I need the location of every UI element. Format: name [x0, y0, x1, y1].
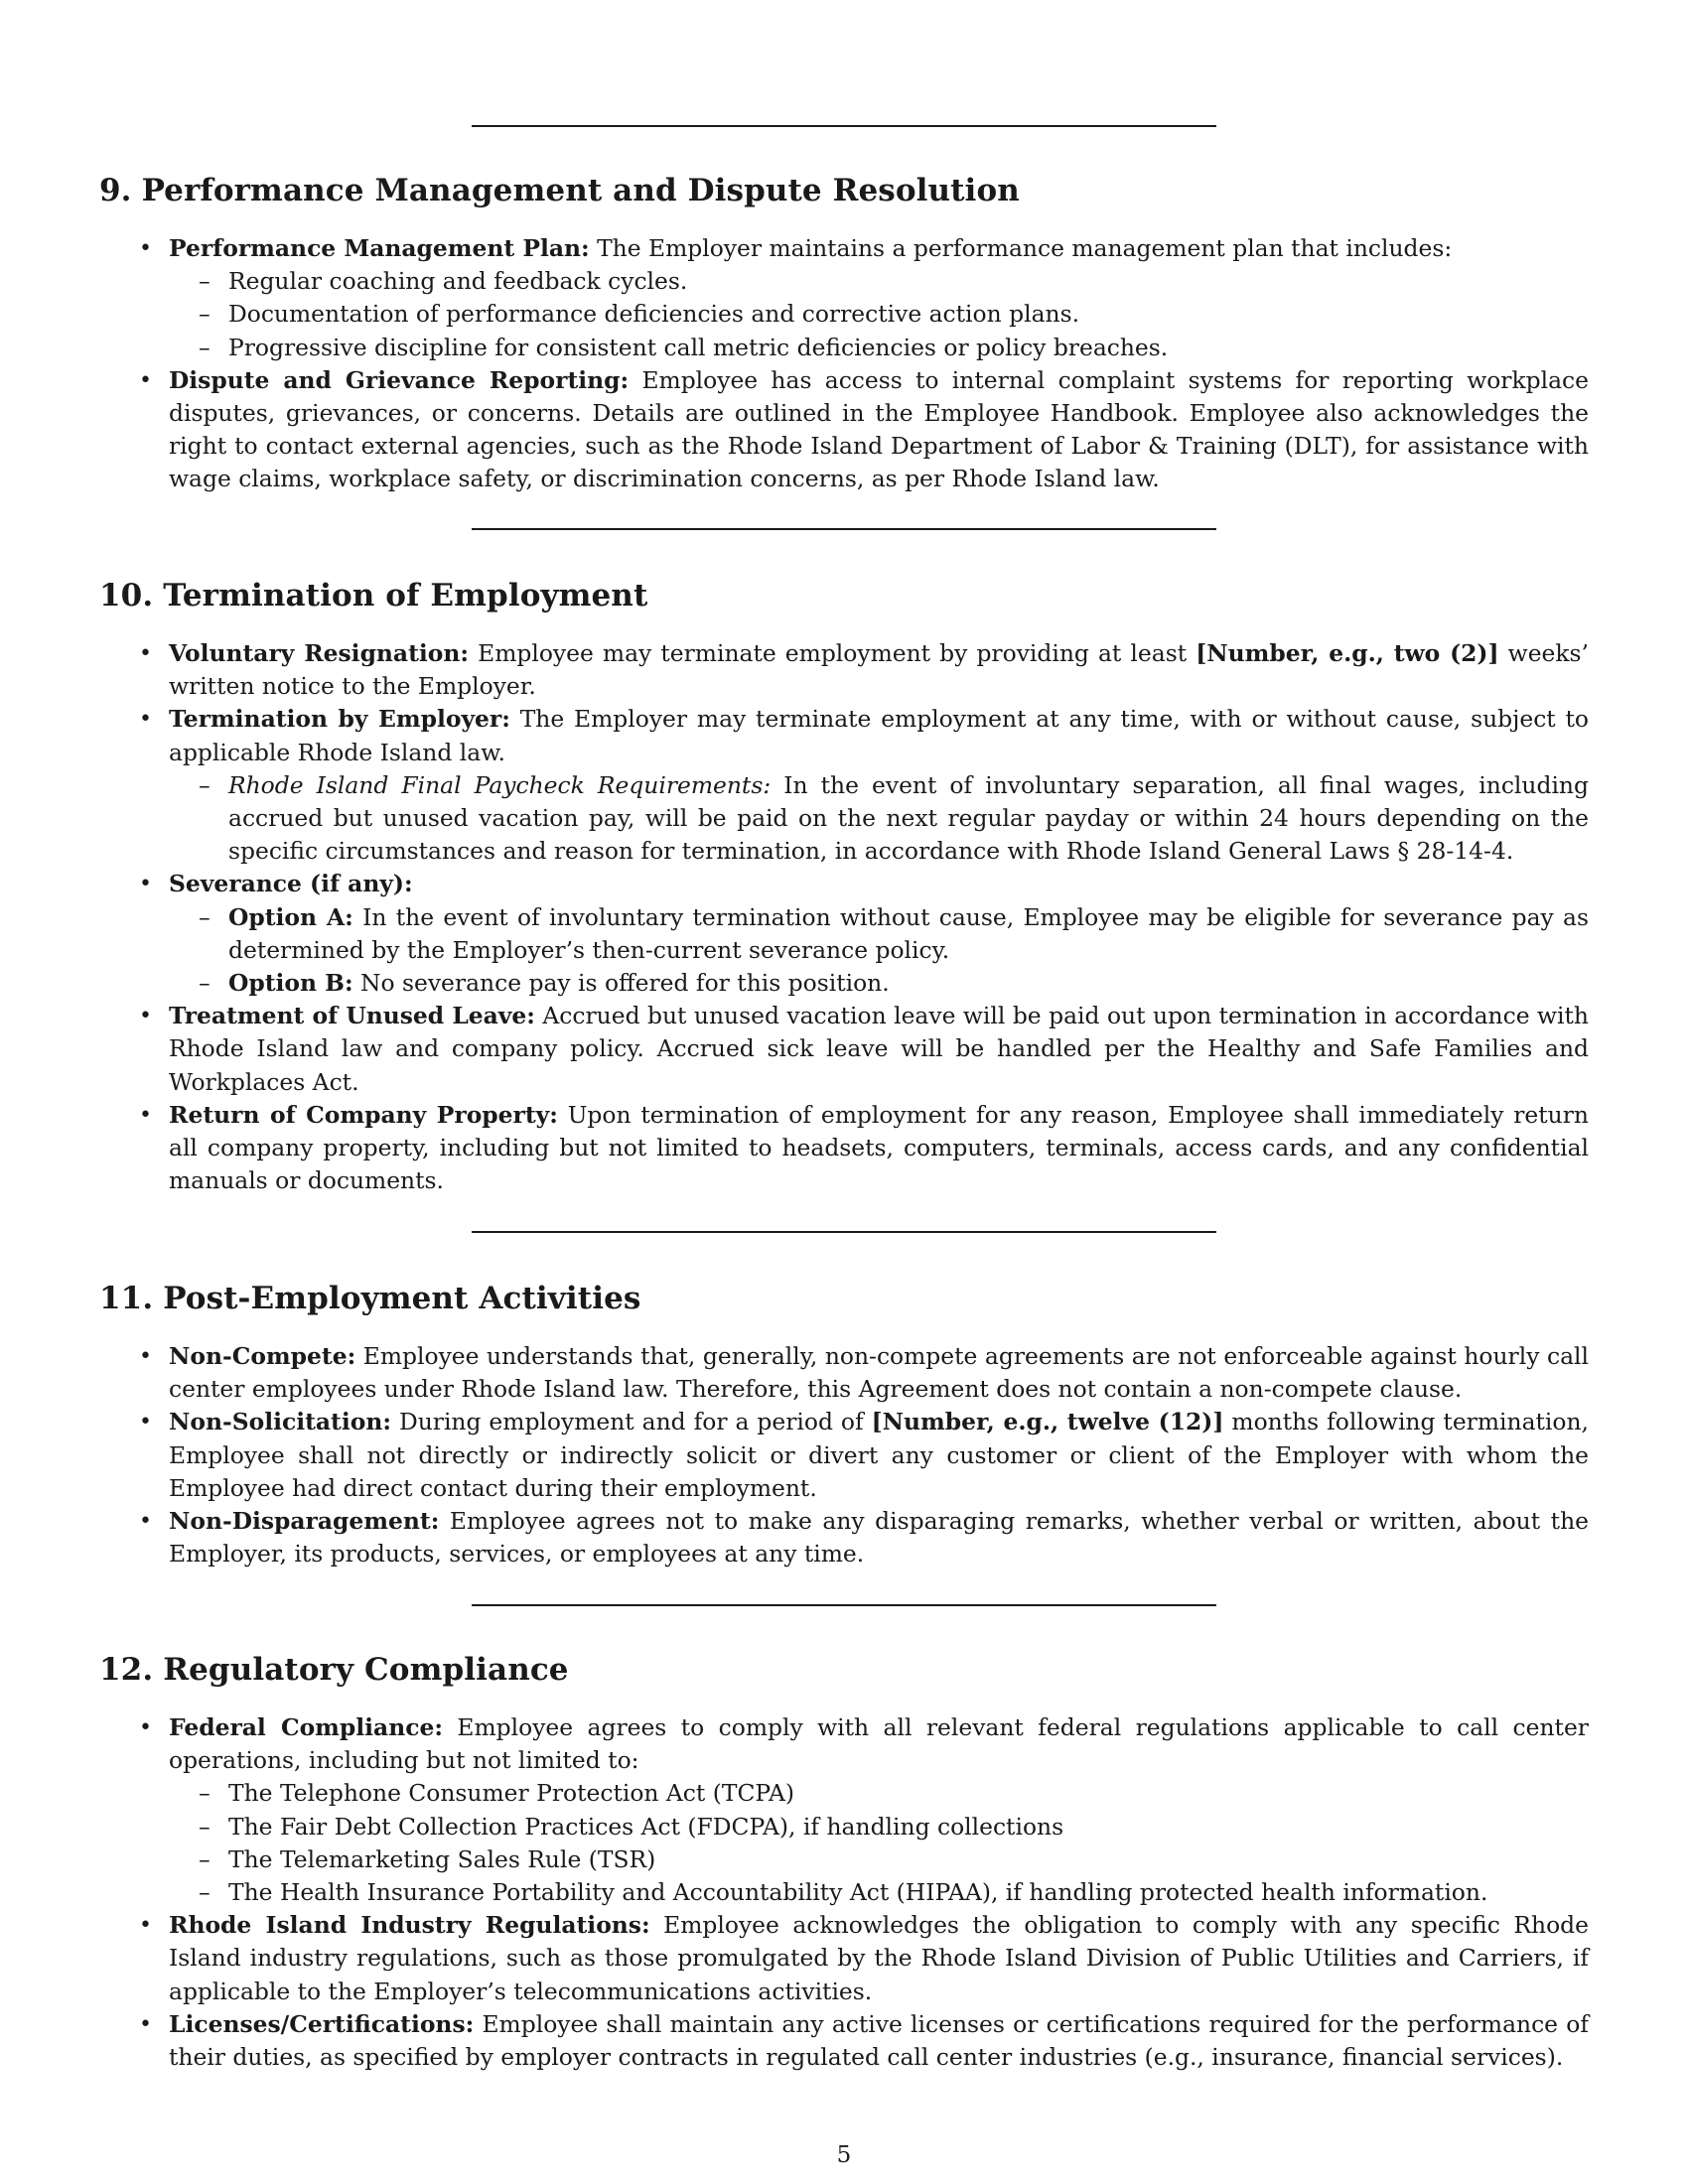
list-item [99, 1340, 1589, 1406]
item-text: Employee acknowledges the obligation to comply with any specific Rhode Island industry regulations, such as those promulgated by the Rhode Island Division of Public Utilities and Carriers, if applicable to the Employer’s telecommunications activities. [169, 1911, 1589, 2005]
item-text: Employee may terminate employment by providing at least [469, 639, 1196, 667]
item-label: Performance Management Plan: [169, 234, 590, 262]
sub-list [169, 1777, 1589, 1909]
sub-list-item [169, 265, 1589, 298]
list-item [99, 1406, 1589, 1505]
option-label: Option B: [228, 969, 353, 998]
section-divider [472, 1231, 1216, 1233]
list-item [99, 703, 1589, 868]
item-text: Employee shall maintain any active licenses or certifications required for the performance of their duties, as specified by employer contracts in regulated call center industries (e.g., insurance, financial services). [169, 2009, 1589, 2072]
item-label: Licenses/Certifications: [169, 2009, 475, 2038]
list-item [99, 232, 1589, 364]
list-item [99, 1000, 1589, 1099]
item-label: Treatment of Unused Leave: [169, 1002, 535, 1030]
option-text: No severance pay is offered for this position. [352, 969, 890, 998]
bullet-list [99, 637, 1589, 1197]
page-number: 5 [836, 2142, 852, 2168]
item-text: Employee understands that, generally, non-compete agreements are not enforceable against hourly call center employees under Rhode Island law. Therefore, this Agreement does not contain a non-compete clause. [169, 1342, 1589, 1404]
sub-list [169, 901, 1589, 1001]
section-9 [99, 171, 1589, 496]
item-text: weeks’ written notice to the Employer. [169, 639, 1589, 701]
item-label: Non-Compete: [169, 1342, 356, 1370]
bullet-icon: • [139, 367, 152, 393]
placeholder-bracket: [Number, e.g., two (2)] [1196, 639, 1499, 667]
bullet-list [99, 1711, 1589, 2074]
item-text: The Employer may terminate employment at any time, with or without cause, subject to applicable Rhode Island law. [169, 705, 1590, 766]
option-text: In the event of involuntary termination without cause, Employee may be eligible for severance pay as determined by the Employer’s then-current severance policy. [228, 902, 1589, 964]
list-item [99, 1099, 1589, 1198]
item-label: Severance (if any): [169, 870, 413, 898]
section-divider [472, 1604, 1216, 1606]
list-item [99, 868, 1589, 1000]
sub-list-item [169, 769, 1589, 869]
sub-list-item [169, 298, 1589, 331]
bullet-icon: • [139, 236, 152, 261]
list-item [99, 1505, 1589, 1570]
section-number: 12. [99, 1652, 154, 1688]
sub-item-text: Documentation of performance deficiencies and corrective action plans. [228, 300, 1080, 329]
placeholder-bracket: [Number, e.g., twelve (12)] [871, 1408, 1224, 1436]
section-divider [472, 528, 1216, 530]
item-text: Accrued but unused vacation leave will be paid out upon termination in accordance with Rhode Island law and company policy. Accrued sick leave will be handled per the Healthy and Safe Families and Workplaces Act. [169, 1002, 1589, 1096]
sub-list-item [169, 1843, 1589, 1876]
dash-icon: – [199, 1812, 211, 1841]
item-text: Employee agrees not to make any disparaging remarks, whether verbal or written, about the Employer, its products, services, or employees at any time. [169, 1507, 1589, 1569]
sub-list-item [169, 1876, 1589, 1909]
sub-item-text: The Health Insurance Portability and Accountability Act (HIPAA), if handling protected health information. [228, 1878, 1488, 1907]
section-heading [99, 171, 1589, 210]
bullet-icon: • [139, 872, 152, 897]
section-heading [99, 1279, 1589, 1318]
sub-list-item [169, 967, 1589, 1000]
section-12 [99, 1650, 1589, 2074]
item-label: Termination by Employer: [169, 705, 510, 734]
dash-icon: – [199, 1779, 211, 1808]
dash-icon: – [199, 902, 211, 931]
section-11 [99, 1279, 1589, 1570]
bullet-icon: • [139, 1410, 152, 1435]
section-title: Termination of Employment [163, 578, 648, 614]
option-label: Option A: [228, 902, 353, 931]
item-text: Employee agrees to comply with all relevant federal regulations applicable to call center operations, including but not limited to: [169, 1713, 1589, 1775]
bullet-icon: • [139, 2011, 152, 2037]
bullet-list [99, 232, 1589, 496]
sub-item-text: In the event of involuntary separation, all final wages, including accrued but unused vacation pay, will be paid on the next regular payday or within 24 hours depending on the specific circumstances and reason for termination, in accordance with Rhode Island General Laws § 28-14-4. [228, 770, 1589, 866]
section-divider [472, 125, 1216, 127]
section-title: Regulatory Compliance [163, 1652, 569, 1688]
section-number: 10. [99, 578, 154, 614]
bullet-icon: • [139, 1715, 152, 1740]
section-heading [99, 576, 1589, 615]
bullet-icon: • [139, 1913, 152, 1939]
item-label: Voluntary Resignation: [169, 639, 470, 667]
list-item [99, 2008, 1589, 2074]
sub-list-item [169, 901, 1589, 967]
dash-icon: – [199, 333, 211, 361]
item-label: Non-Solicitation: [169, 1408, 391, 1436]
dash-icon: – [199, 267, 211, 296]
item-text: months following termination, Employee shall not directly or indirectly solicit or divert any customer or client of the Employer with whom the Employee had direct contact during their employment. [169, 1408, 1589, 1502]
item-label: Return of Company Property: [169, 1100, 558, 1129]
bullet-icon: • [139, 1102, 152, 1128]
list-item [99, 364, 1589, 496]
item-text: Employee has access to internal complaint systems for reporting workplace disputes, grievances, or concerns. Details are outlined in the Employee Handbook. Employee also acknowledges the right to contact external agencies, such as the Rhode Island Department of Labor & Training (DLT), for assistance with wage claims, workplace safety, or discrimination concerns, as per Rhode Island law. [169, 365, 1589, 493]
sub-list [169, 265, 1589, 364]
item-text: During employment and for a period of [390, 1408, 872, 1436]
sub-item-text: The Fair Debt Collection Practices Act (FDCPA), if handling collections [228, 1812, 1064, 1841]
sub-list [169, 769, 1589, 869]
dash-icon: – [199, 770, 211, 799]
sub-list-item [169, 1777, 1589, 1810]
section-title: Post-Employment Activities [163, 1281, 641, 1316]
section-title: Performance Management and Dispute Resolution [141, 173, 1020, 208]
sub-item-text: Regular coaching and feedback cycles. [228, 267, 688, 296]
section-number: 9. [99, 173, 132, 208]
item-label: Federal Compliance: [169, 1713, 443, 1741]
dash-icon: – [199, 969, 211, 998]
sub-item-text: Progressive discipline for consistent call metric deficiencies or policy breaches. [228, 333, 1169, 361]
sub-list-item [169, 332, 1589, 364]
bullet-icon: • [139, 707, 152, 733]
dash-icon: – [199, 1844, 211, 1873]
section-heading [99, 1650, 1589, 1690]
sub-list-item [169, 1811, 1589, 1843]
item-text: Upon termination of employment for any reason, Employee shall immediately return all company property, including but not limited to headsets, computers, terminals, access cards, and any confidential manuals or documents. [169, 1100, 1589, 1195]
section-10 [99, 576, 1589, 1197]
item-text: The Employer maintains a performance management plan that includes: [589, 234, 1453, 262]
section-number: 11. [99, 1281, 154, 1316]
item-label: Non-Disparagement: [169, 1507, 440, 1536]
list-item [99, 637, 1589, 703]
bullet-icon: • [139, 641, 152, 666]
bullet-icon: • [139, 1004, 152, 1029]
item-label: Dispute and Grievance Reporting: [169, 365, 630, 394]
sub-item-label: Rhode Island Final Paycheck Requirements: [228, 770, 772, 799]
dash-icon: – [199, 300, 211, 329]
dash-icon: – [199, 1878, 211, 1907]
sub-item-text: The Telemarketing Sales Rule (TSR) [228, 1844, 656, 1873]
bullet-icon: • [139, 1509, 152, 1535]
bullet-icon: • [139, 1344, 152, 1369]
bullet-list [99, 1340, 1589, 1570]
sub-item-text: The Telephone Consumer Protection Act (TCPA) [228, 1779, 794, 1808]
list-item [99, 1909, 1589, 2008]
item-label: Rhode Island Industry Regulations: [169, 1911, 650, 1940]
list-item [99, 1711, 1589, 1909]
